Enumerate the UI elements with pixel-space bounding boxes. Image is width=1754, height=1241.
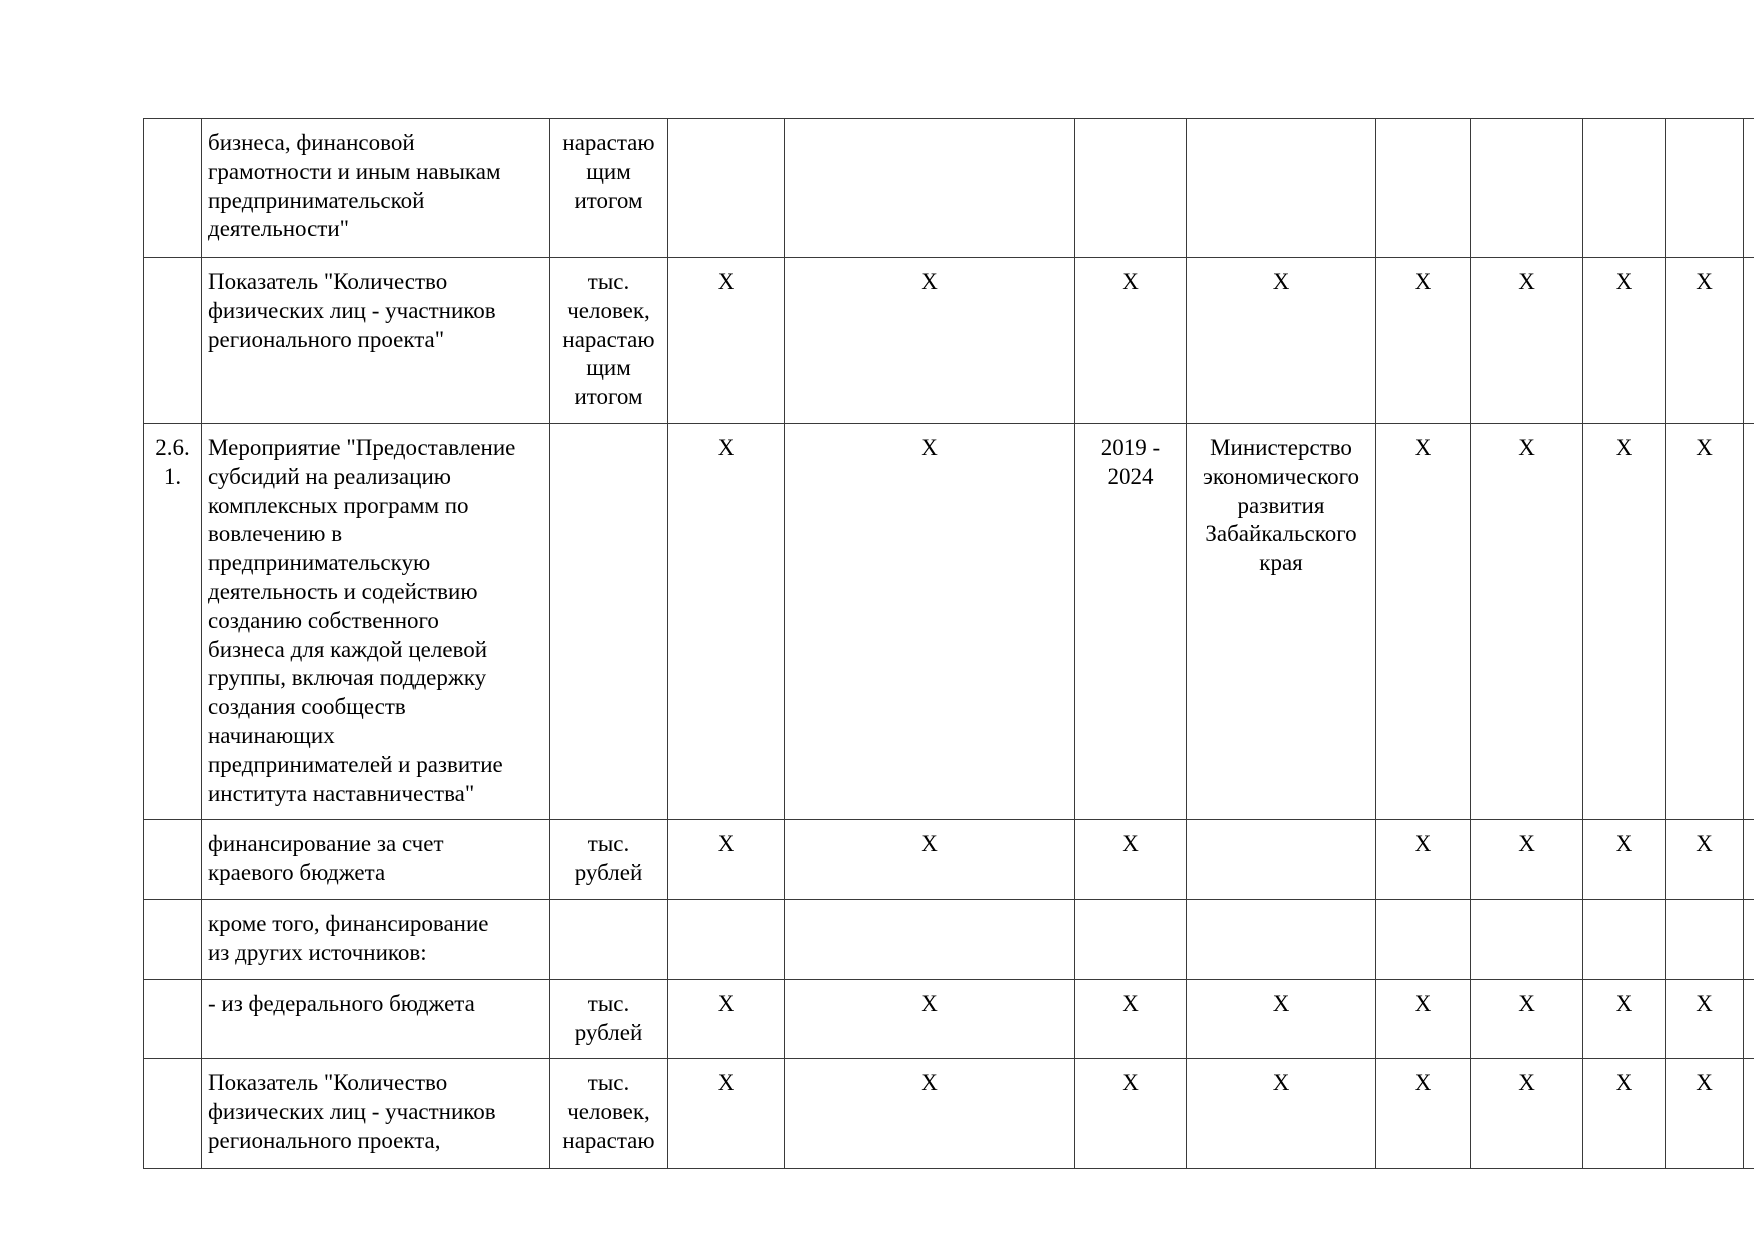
value-cell — [1376, 119, 1471, 258]
measures-table — [143, 118, 1754, 1169]
value-cell — [1376, 900, 1471, 980]
row-name-cell: кроме того, финансирование из других источников: — [202, 900, 550, 980]
executor-cell: X — [1187, 1059, 1376, 1169]
value-cell: X — [668, 980, 785, 1059]
table-row — [144, 900, 1754, 980]
value-cell — [668, 900, 785, 980]
value-cell: X — [1376, 980, 1471, 1059]
row-number-cell — [144, 980, 202, 1059]
executor-cell — [1187, 900, 1376, 980]
value-cell: X — [1471, 424, 1583, 820]
overflow-cell — [1744, 900, 1754, 980]
value-cell: X — [1376, 820, 1471, 900]
row-name-cell: Показатель "Количество физических лиц - участников регионального проекта" — [202, 258, 550, 424]
row-unit-cell — [550, 424, 668, 820]
executor-cell — [1187, 119, 1376, 258]
row-unit-cell: тыс. рублей — [550, 820, 668, 900]
overflow-cell — [1744, 119, 1754, 258]
period-cell: X — [1075, 820, 1187, 900]
period-cell — [1075, 119, 1187, 258]
row-name-cell: Показатель "Количество физических лиц - участников регионального проекта, — [202, 1059, 550, 1169]
executor-cell — [1187, 820, 1376, 900]
overflow-cell — [1744, 1059, 1754, 1169]
value-cell — [668, 119, 785, 258]
executor-cell: X — [1187, 980, 1376, 1059]
row-unit-cell: тыс. рублей — [550, 980, 668, 1059]
value-cell — [1583, 900, 1666, 980]
overflow-cell — [1744, 424, 1754, 820]
value-cell: X — [1583, 980, 1666, 1059]
table-row — [144, 1059, 1754, 1169]
value-cell: X — [1666, 980, 1744, 1059]
value-cell: X — [1666, 258, 1744, 424]
value-cell: X — [1583, 820, 1666, 900]
value-cell — [1666, 119, 1744, 258]
row-name-cell: бизнеса, финансовой грамотности и иным навыкам предпринимательской деятельности" — [202, 119, 550, 258]
row-number-cell — [144, 900, 202, 980]
value-cell: X — [668, 820, 785, 900]
value-cell: X — [1583, 424, 1666, 820]
value-cell — [1666, 900, 1744, 980]
table-row — [144, 820, 1754, 900]
overflow-cell — [1744, 258, 1754, 424]
value-cell: X — [1376, 1059, 1471, 1169]
table-row — [144, 980, 1754, 1059]
table-row — [144, 119, 1754, 258]
value-cell: X — [1583, 258, 1666, 424]
value-cell: X — [668, 1059, 785, 1169]
value-cell: X — [668, 258, 785, 424]
row-unit-cell: тыс. человек, нарастаю щим итогом — [550, 258, 668, 424]
period-cell: X — [1075, 1059, 1187, 1169]
value-cell: X — [1376, 258, 1471, 424]
overflow-cell — [1744, 820, 1754, 900]
row-number-cell: 2.6. 1. — [144, 424, 202, 820]
row-unit-cell: тыс. человек, нарастаю — [550, 1059, 668, 1169]
period-cell: X — [1075, 980, 1187, 1059]
row-number-cell — [144, 258, 202, 424]
value-cell: X — [1471, 1059, 1583, 1169]
value-cell — [785, 119, 1075, 258]
value-cell: X — [1666, 424, 1744, 820]
value-cell: X — [1471, 820, 1583, 900]
value-cell: X — [785, 258, 1075, 424]
overflow-cell — [1744, 980, 1754, 1059]
value-cell — [1471, 119, 1583, 258]
executor-cell: Министерство экономического развития Забайкальского края — [1187, 424, 1376, 820]
row-number-cell — [144, 1059, 202, 1169]
value-cell: X — [668, 424, 785, 820]
row-unit-cell: нарастаю щим итогом — [550, 119, 668, 258]
value-cell: X — [1666, 820, 1744, 900]
row-number-cell — [144, 820, 202, 900]
value-cell — [785, 900, 1075, 980]
value-cell: X — [1583, 1059, 1666, 1169]
row-name-cell: финансирование за счет краевого бюджета — [202, 820, 550, 900]
value-cell: X — [1471, 980, 1583, 1059]
period-cell — [1075, 900, 1187, 980]
value-cell: X — [785, 1059, 1075, 1169]
value-cell: X — [785, 424, 1075, 820]
row-name-cell: Мероприятие "Предоставление субсидий на реализацию комплексных программ по вовлечению в предпринимательскую деятельность и содействию созданию собственного бизнеса для каждой целевой группы, включая поддержку создания сообществ начинающих предпринимателей и развитие института наставничества" — [202, 424, 550, 820]
value-cell: X — [1666, 1059, 1744, 1169]
table-row — [144, 258, 1754, 424]
period-cell: 2019 - 2024 — [1075, 424, 1187, 820]
row-number-cell — [144, 119, 202, 258]
value-cell: X — [1471, 258, 1583, 424]
value-cell: X — [785, 980, 1075, 1059]
executor-cell: X — [1187, 258, 1376, 424]
row-name-cell: - из федерального бюджета — [202, 980, 550, 1059]
table-row — [144, 424, 1754, 820]
period-cell: X — [1075, 258, 1187, 424]
value-cell: X — [1376, 424, 1471, 820]
value-cell: X — [785, 820, 1075, 900]
value-cell — [1583, 119, 1666, 258]
value-cell — [1471, 900, 1583, 980]
row-unit-cell — [550, 900, 668, 980]
